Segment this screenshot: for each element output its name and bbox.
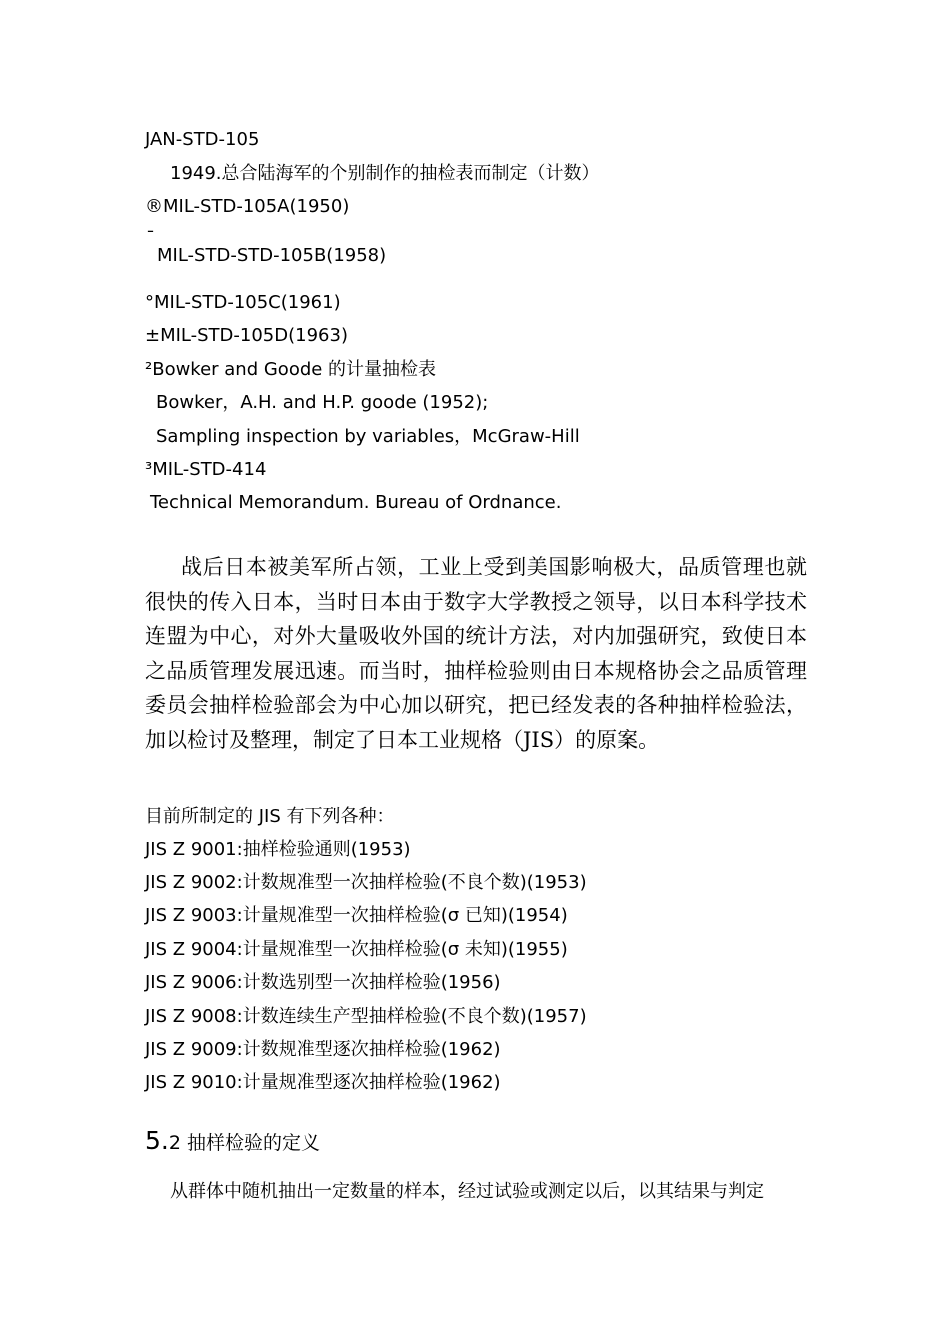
standard-line-jan: JAN-STD-105 (145, 129, 260, 150)
section-number: 5. (145, 1126, 169, 1155)
jis-item: JIS Z 9009:计数规准型逐次抽样检验(1962) (145, 1039, 501, 1060)
section-title: 2 抽样检验的定义 (168, 1132, 320, 1154)
jis-intro: 目前所制定的 JIS 有下列各种： (145, 806, 395, 827)
jis-item: JIS Z 9008:计数连续生产型抽样检验(不良个数)(1957) (145, 1006, 587, 1027)
standard-line-105c: °MIL-STD-105C(1961) (145, 292, 341, 313)
standard-line-414: ³MIL-STD-414 (145, 459, 267, 480)
standard-line-bowker-goode: ²Bowker and Goode 的计量抽检表 (145, 359, 437, 380)
standard-line-105d: ±MIL-STD-105D(1963) (145, 325, 348, 346)
standard-line-memorandum: Technical Memorandum. Bureau of Ordnance. (150, 492, 562, 513)
jis-item: JIS Z 9004:计量规准型一次抽样检验(σ 未知)(1955) (145, 939, 568, 960)
standard-line-bowker-ref: Bowker，A.H. and H.P. goode (1952); (156, 392, 489, 413)
history-paragraph: 战后日本被美军所占领，工业上受到美国影响极大，品质管理也就很快的传入日本，当时日本由于数字大学教授之领导，以日本科学技术连盟为中心，对外大量吸收外国的统计方法，对内加强研究，致使日本之品质管理发展迅速。而当时，抽样检验则由日本规格协会之品质管理委员会抽样检验部会为中心加以研究，把已经发表的各种抽样检验法，加以检讨及整理，制定了日本工业规格（JIS）的原案。 (145, 555, 807, 752)
superscript-mark: ¯ (146, 228, 155, 249)
standard-line-105b: MIL-STD-STD-105B(1958) (157, 245, 387, 266)
jis-item: JIS Z 9006:计数选别型一次抽样检验(1956) (145, 972, 501, 993)
jis-item: JIS Z 9003:计量规准型一次抽样检验(σ 已知)(1954) (145, 905, 568, 926)
definition-paragraph-start: 从群体中随机抽出一定数量的样本，经过试验或测定以后，以其结果与判定 (170, 1181, 764, 1202)
standard-line-sampling: Sampling inspection by variables，McGraw-Hill (156, 426, 580, 447)
standard-line-105a: ®MIL-STD-105A(1950) (145, 196, 350, 217)
jis-item: JIS Z 9002:计数规准型一次抽样检验(不良个数)(1953) (145, 872, 587, 893)
section-heading (145, 1126, 320, 1155)
jis-item: JIS Z 9001:抽样检验通则(1953) (145, 839, 411, 860)
standard-line-1949: 1949.总合陆海军的个别制作的抽检表而制定（计数） (170, 163, 600, 184)
jis-item: JIS Z 9010:计量规准型逐次抽样检验(1962) (145, 1072, 501, 1093)
